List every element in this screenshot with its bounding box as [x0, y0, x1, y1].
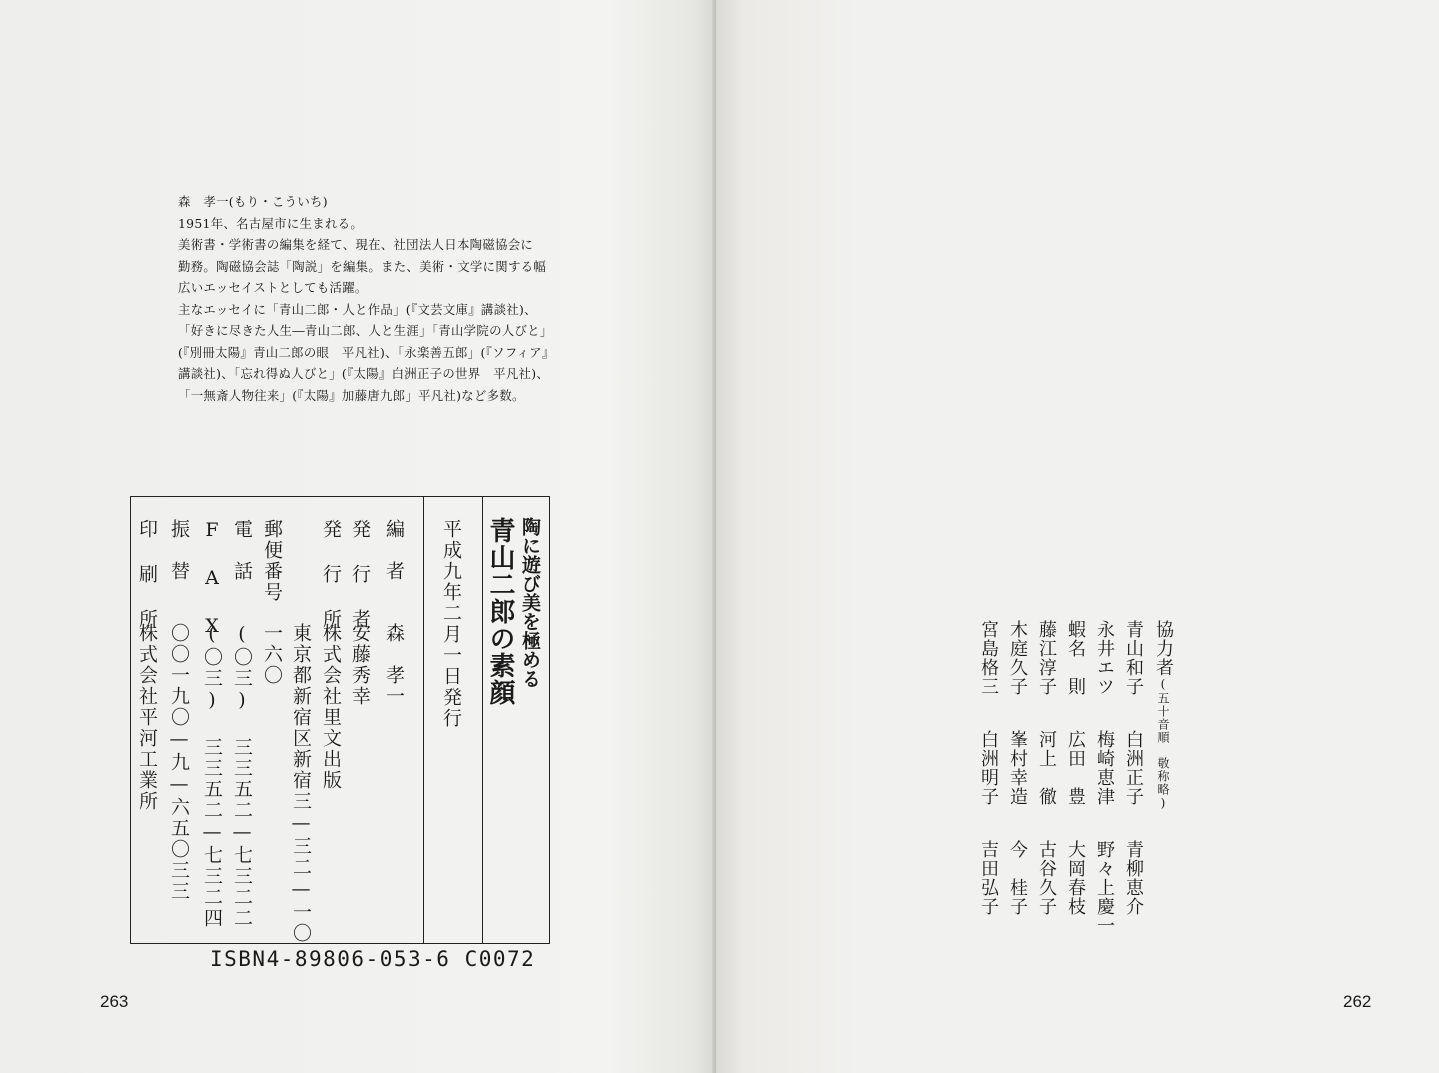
tel-value: (〇三) 三三五二—七三二二	[231, 623, 253, 929]
editor-label: 編 者	[383, 519, 405, 582]
transfer-value: 〇〇一九〇—九—六五〇三三	[168, 623, 190, 902]
contributor-name: 宮島格三	[978, 620, 999, 696]
book-title: 青山二郎の素顔	[485, 517, 515, 706]
contributor-name: 永井エツ	[1094, 620, 1115, 696]
bio-line: 勤務。陶磁協会誌「陶説」を編集。また、美術・文学に関する幅	[178, 258, 547, 274]
contributor-name: 古谷久子	[1036, 840, 1057, 916]
contributor-name: 吉田弘子	[978, 840, 999, 916]
page-number-left: 263	[100, 992, 129, 1011]
fax-label: F A X	[201, 519, 223, 639]
contributor-name: 峯村幸造	[1007, 730, 1028, 806]
contributor-name: 白洲明子	[978, 730, 999, 806]
contributor-name: 河上 徹	[1036, 730, 1057, 806]
page-number-right: 262	[1343, 992, 1372, 1011]
bio-name: 森 孝一(もり・こういち)	[178, 194, 328, 209]
publisher-person-label: 発 行 者	[349, 519, 371, 630]
isbn: ISBN4-89806-053-6 C0072	[210, 947, 536, 971]
colophon-box	[130, 496, 550, 944]
fax-value: (〇三) 三三五二—七三二四	[201, 623, 223, 929]
right-page	[716, 0, 1439, 1073]
bio-line: 美術書・学術書の編集を経て、現在、社団法人日本陶磁協会に	[178, 237, 534, 252]
contributor-name: 藤江淳子	[1036, 620, 1057, 696]
bleed-through-texture	[1291, 165, 1292, 945]
publisher-value: 株式会社里文出版	[320, 623, 342, 791]
bio-line: (『別冊太陽』青山二郎の眼 平凡社)、「永楽善五郎」(『ソフィア』	[178, 344, 555, 360]
bio-line: 広いエッセイストとしても活躍。	[178, 280, 368, 295]
printer-label: 印 刷 所	[136, 519, 158, 630]
bio-line: 「一無斎人物往来」(『太陽』加藤唐九郎」平凡社)など多数。	[178, 387, 525, 403]
contributors-note: (五十音順 敬称略)	[1156, 677, 1170, 811]
colophon-divider	[423, 497, 424, 943]
publisher-address: 東京都新宿区新宿三—三二—一〇	[290, 623, 312, 944]
contributor-name: 大岡春枝	[1065, 840, 1086, 916]
left-page	[0, 0, 716, 1073]
book-subtitle: 陶に遊び美を極める	[519, 517, 541, 688]
postal-label: 郵便番号	[261, 519, 283, 603]
publication-date: 平成九年二月一日発行	[440, 519, 462, 729]
bio-line: 「好きに尽きた人生―青山二郎、人と生涯」「青山学院の人びと」	[178, 323, 553, 338]
contributor-name: 白洲正子	[1123, 730, 1144, 806]
author-bio	[178, 191, 598, 406]
bio-line: 1951年、名古屋市に生まれる。	[178, 215, 364, 231]
contributor-name: 青山和子	[1123, 620, 1144, 696]
contributors-heading-text: 協力者	[1153, 620, 1174, 677]
contributor-name: 蝦名 則	[1065, 620, 1086, 696]
publisher-person-value: 安藤秀幸	[349, 623, 371, 707]
bio-line: 主なエッセイに「青山二郎・人と作品」(『文芸文庫』講談社)、	[178, 301, 537, 317]
contributor-name: 野々上慶一	[1094, 840, 1115, 935]
bio-line: 講談社)、「忘れ得ぬ人びと」(『太陽』白洲正子の世界 平凡社)、	[178, 366, 550, 381]
postal-value: 一六〇	[261, 623, 283, 686]
publisher-label: 発 行 所	[320, 519, 342, 630]
contributor-name: 梅崎恵津	[1094, 730, 1115, 806]
printer-value: 株式会社平河工業所	[136, 623, 158, 812]
editor-value: 森 孝一	[383, 623, 405, 707]
contributor-name: 広田 豊	[1065, 730, 1086, 806]
transfer-label: 振 替	[168, 519, 190, 582]
contributor-name: 木庭久子	[1007, 620, 1028, 696]
colophon-divider	[482, 497, 483, 943]
contributor-name: 青柳恵介	[1123, 840, 1144, 916]
contributor-name: 今 桂子	[1007, 840, 1028, 916]
contributors-heading	[1154, 620, 1172, 811]
tel-label: 電 話	[231, 519, 253, 582]
